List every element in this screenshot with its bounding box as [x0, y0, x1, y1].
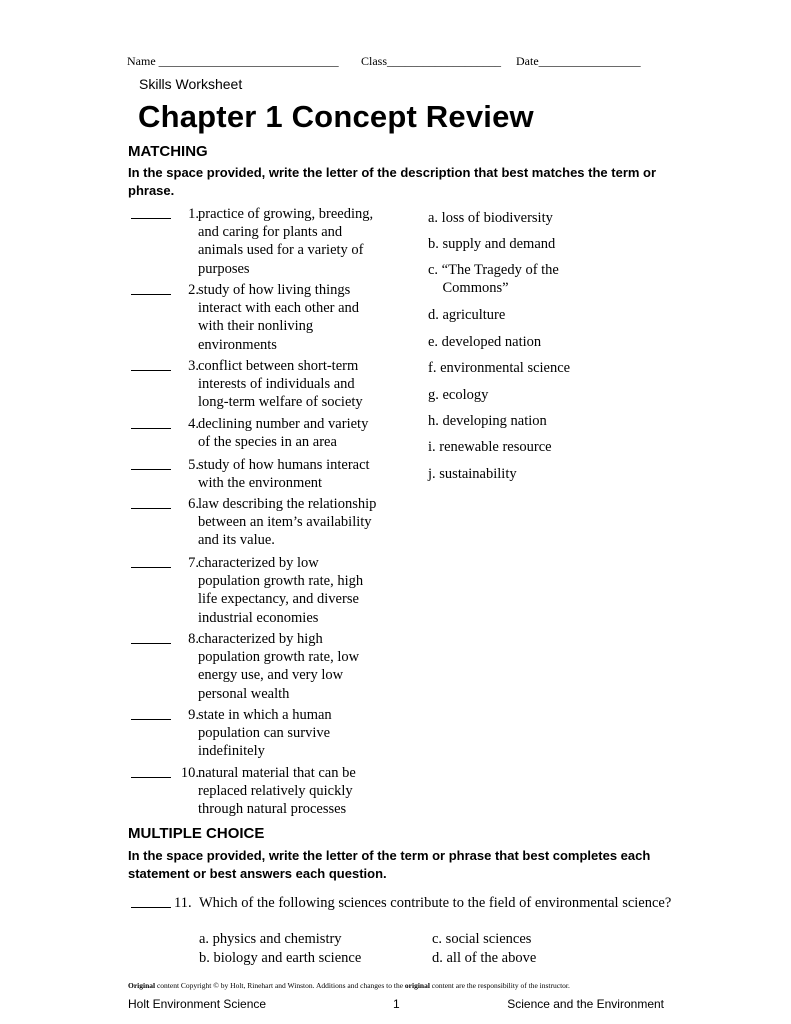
choice-c: c. social sciences — [432, 931, 532, 947]
footer-chapter-title: Science and the Environment — [507, 997, 664, 1011]
item-description-line: natural material that can be — [198, 765, 356, 781]
item-number: 9. — [188, 707, 199, 723]
item-description-line: practice of growing, breeding, — [198, 206, 374, 222]
item-description-line: industrial economies — [198, 609, 319, 626]
item-description-line: characterized by low — [198, 555, 319, 571]
class-field[interactable]: Class___________________ — [361, 54, 502, 68]
matching-option — [428, 235, 618, 253]
matching-item — [131, 456, 411, 492]
item-description-line: interests of individuals and — [198, 376, 355, 393]
item-description-line: population growth rate, high — [198, 573, 364, 590]
option-line: Commons” — [428, 280, 509, 297]
footer-page-number: 1 — [393, 997, 400, 1011]
option-line: f. environmental science — [428, 360, 571, 376]
item-description-line: life expectancy, and diverse — [198, 591, 359, 608]
item-number: 10. — [180, 765, 199, 781]
item-description-line: study of how humans interact — [198, 457, 370, 473]
item-description-line: environments — [198, 336, 277, 353]
option-line: g. ecology — [428, 387, 489, 403]
item-description-line: long-term welfare of society — [198, 394, 363, 411]
option-line: a. loss of biodiversity — [428, 210, 553, 226]
item-description-line: replaced relatively quickly — [198, 783, 353, 800]
item-number: 5. — [188, 457, 199, 473]
item-description-line: interact with each other and — [198, 300, 360, 317]
matching-option — [428, 359, 618, 377]
answer-blank[interactable] — [131, 357, 171, 371]
answer-blank[interactable] — [131, 495, 171, 509]
option-line: b. supply and demand — [428, 236, 556, 252]
item-description — [198, 205, 403, 278]
option-line: h. developing nation — [428, 413, 547, 429]
item-description-line: purposes — [198, 260, 250, 277]
choice-b: b. biology and earth science — [199, 950, 362, 966]
option-line: j. sustainability — [428, 466, 517, 482]
item-description-line: with the environment — [198, 475, 323, 492]
item-description-line: and caring for plants and — [198, 224, 343, 241]
item-description — [198, 456, 403, 492]
item-description — [198, 495, 403, 550]
copyright-note — [128, 981, 570, 990]
matching-item — [131, 205, 411, 278]
item-description — [198, 357, 403, 412]
matching-item — [131, 415, 411, 451]
item-number: 8. — [188, 631, 199, 647]
matching-item — [131, 357, 411, 412]
item-description — [198, 554, 403, 627]
item-number: 3. — [188, 358, 199, 374]
copyright-bold-1: Original — [128, 981, 156, 990]
item-description-line: law describing the relationship — [198, 496, 377, 512]
item-description — [198, 630, 403, 703]
matching-option — [428, 438, 618, 456]
item-number: 4. — [188, 416, 199, 432]
answer-blank[interactable] — [131, 415, 171, 429]
matching-option — [428, 306, 618, 324]
item-description-line: state in which a human — [198, 707, 332, 723]
choice-a: a. physics and chemistry — [199, 931, 342, 947]
page-title: Chapter 1 Concept Review — [138, 99, 534, 134]
answer-blank[interactable] — [131, 554, 171, 568]
matching-item — [131, 706, 411, 761]
item-number: 2. — [188, 282, 199, 298]
matching-item — [131, 764, 411, 819]
item-description-line: between an item’s availability — [198, 514, 372, 531]
item-description-line: declining number and variety — [198, 416, 369, 432]
matching-option — [428, 209, 618, 227]
copyright-bold-2: original — [404, 981, 430, 990]
matching-item — [131, 281, 411, 354]
item-description — [198, 706, 403, 761]
question-text: Which of the following sciences contribute to the field of environmental science? — [199, 895, 672, 911]
item-description — [198, 281, 403, 354]
item-description-line: study of how living things — [198, 282, 351, 298]
item-description-line: population growth rate, low — [198, 649, 360, 666]
matching-item — [131, 554, 411, 627]
multiple-choice-instructions: In the space provided, write the letter of the term or phrase that best completes each statement or best answers each question. — [128, 848, 651, 881]
item-description-line: of the species in an area — [198, 434, 337, 451]
matching-item — [131, 630, 411, 703]
item-description-line: and its value. — [198, 532, 275, 549]
answer-blank[interactable] — [131, 764, 171, 778]
answer-blank[interactable] — [131, 281, 171, 295]
matching-option — [428, 261, 618, 297]
item-description-line: energy use, and very low — [198, 667, 344, 684]
item-description-line: with their nonliving — [198, 318, 314, 335]
item-description-line: through natural processes — [198, 801, 347, 818]
item-description-line: animals used for a variety of — [198, 242, 364, 259]
item-description-line: characterized by high — [198, 631, 323, 647]
matching-option — [428, 386, 618, 404]
option-line: i. renewable resource — [428, 439, 552, 455]
answer-blank[interactable] — [131, 706, 171, 720]
matching-option — [428, 412, 618, 430]
matching-option — [428, 465, 618, 483]
name-field[interactable]: Name ______________________________ — [127, 54, 339, 68]
worksheet-label: Skills Worksheet — [139, 76, 243, 92]
item-description-line: population can survive — [198, 725, 331, 742]
option-line: e. developed nation — [428, 334, 542, 350]
item-number: 1. — [188, 206, 199, 222]
question-number: 11. — [174, 895, 192, 911]
matching-instructions: In the space provided, write the letter of the description that best matches the term or phrase. — [128, 165, 657, 198]
matching-heading: MATCHING — [128, 143, 208, 160]
option-line: c. “The Tragedy of the — [428, 262, 559, 278]
item-description — [198, 764, 403, 819]
choice-d: d. all of the above — [432, 950, 537, 966]
item-number: 6. — [188, 496, 199, 512]
answer-blank[interactable] — [131, 205, 171, 219]
answer-blank[interactable] — [131, 894, 171, 908]
item-description-line: conflict between short-term — [198, 358, 359, 374]
matching-item — [131, 495, 411, 550]
multiple-choice-heading: MULTIPLE CHOICE — [128, 825, 265, 842]
item-description-line: personal wealth — [198, 685, 290, 702]
option-line: d. agriculture — [428, 307, 506, 323]
item-number: 7. — [188, 555, 199, 571]
footer-book-title: Holt Environment Science — [128, 997, 267, 1011]
answer-blank[interactable] — [131, 456, 171, 470]
copyright-text-2: content are the responsibility of the instructor. — [429, 981, 570, 990]
item-description — [198, 415, 403, 451]
matching-option — [428, 333, 618, 351]
date-field[interactable]: Date_________________ — [516, 54, 641, 68]
answer-blank[interactable] — [131, 630, 171, 644]
item-description-line: indefinitely — [198, 743, 265, 760]
copyright-text-1: content Copyright © by Holt, Rinehart and Winston. Additions and changes to the — [155, 981, 405, 990]
